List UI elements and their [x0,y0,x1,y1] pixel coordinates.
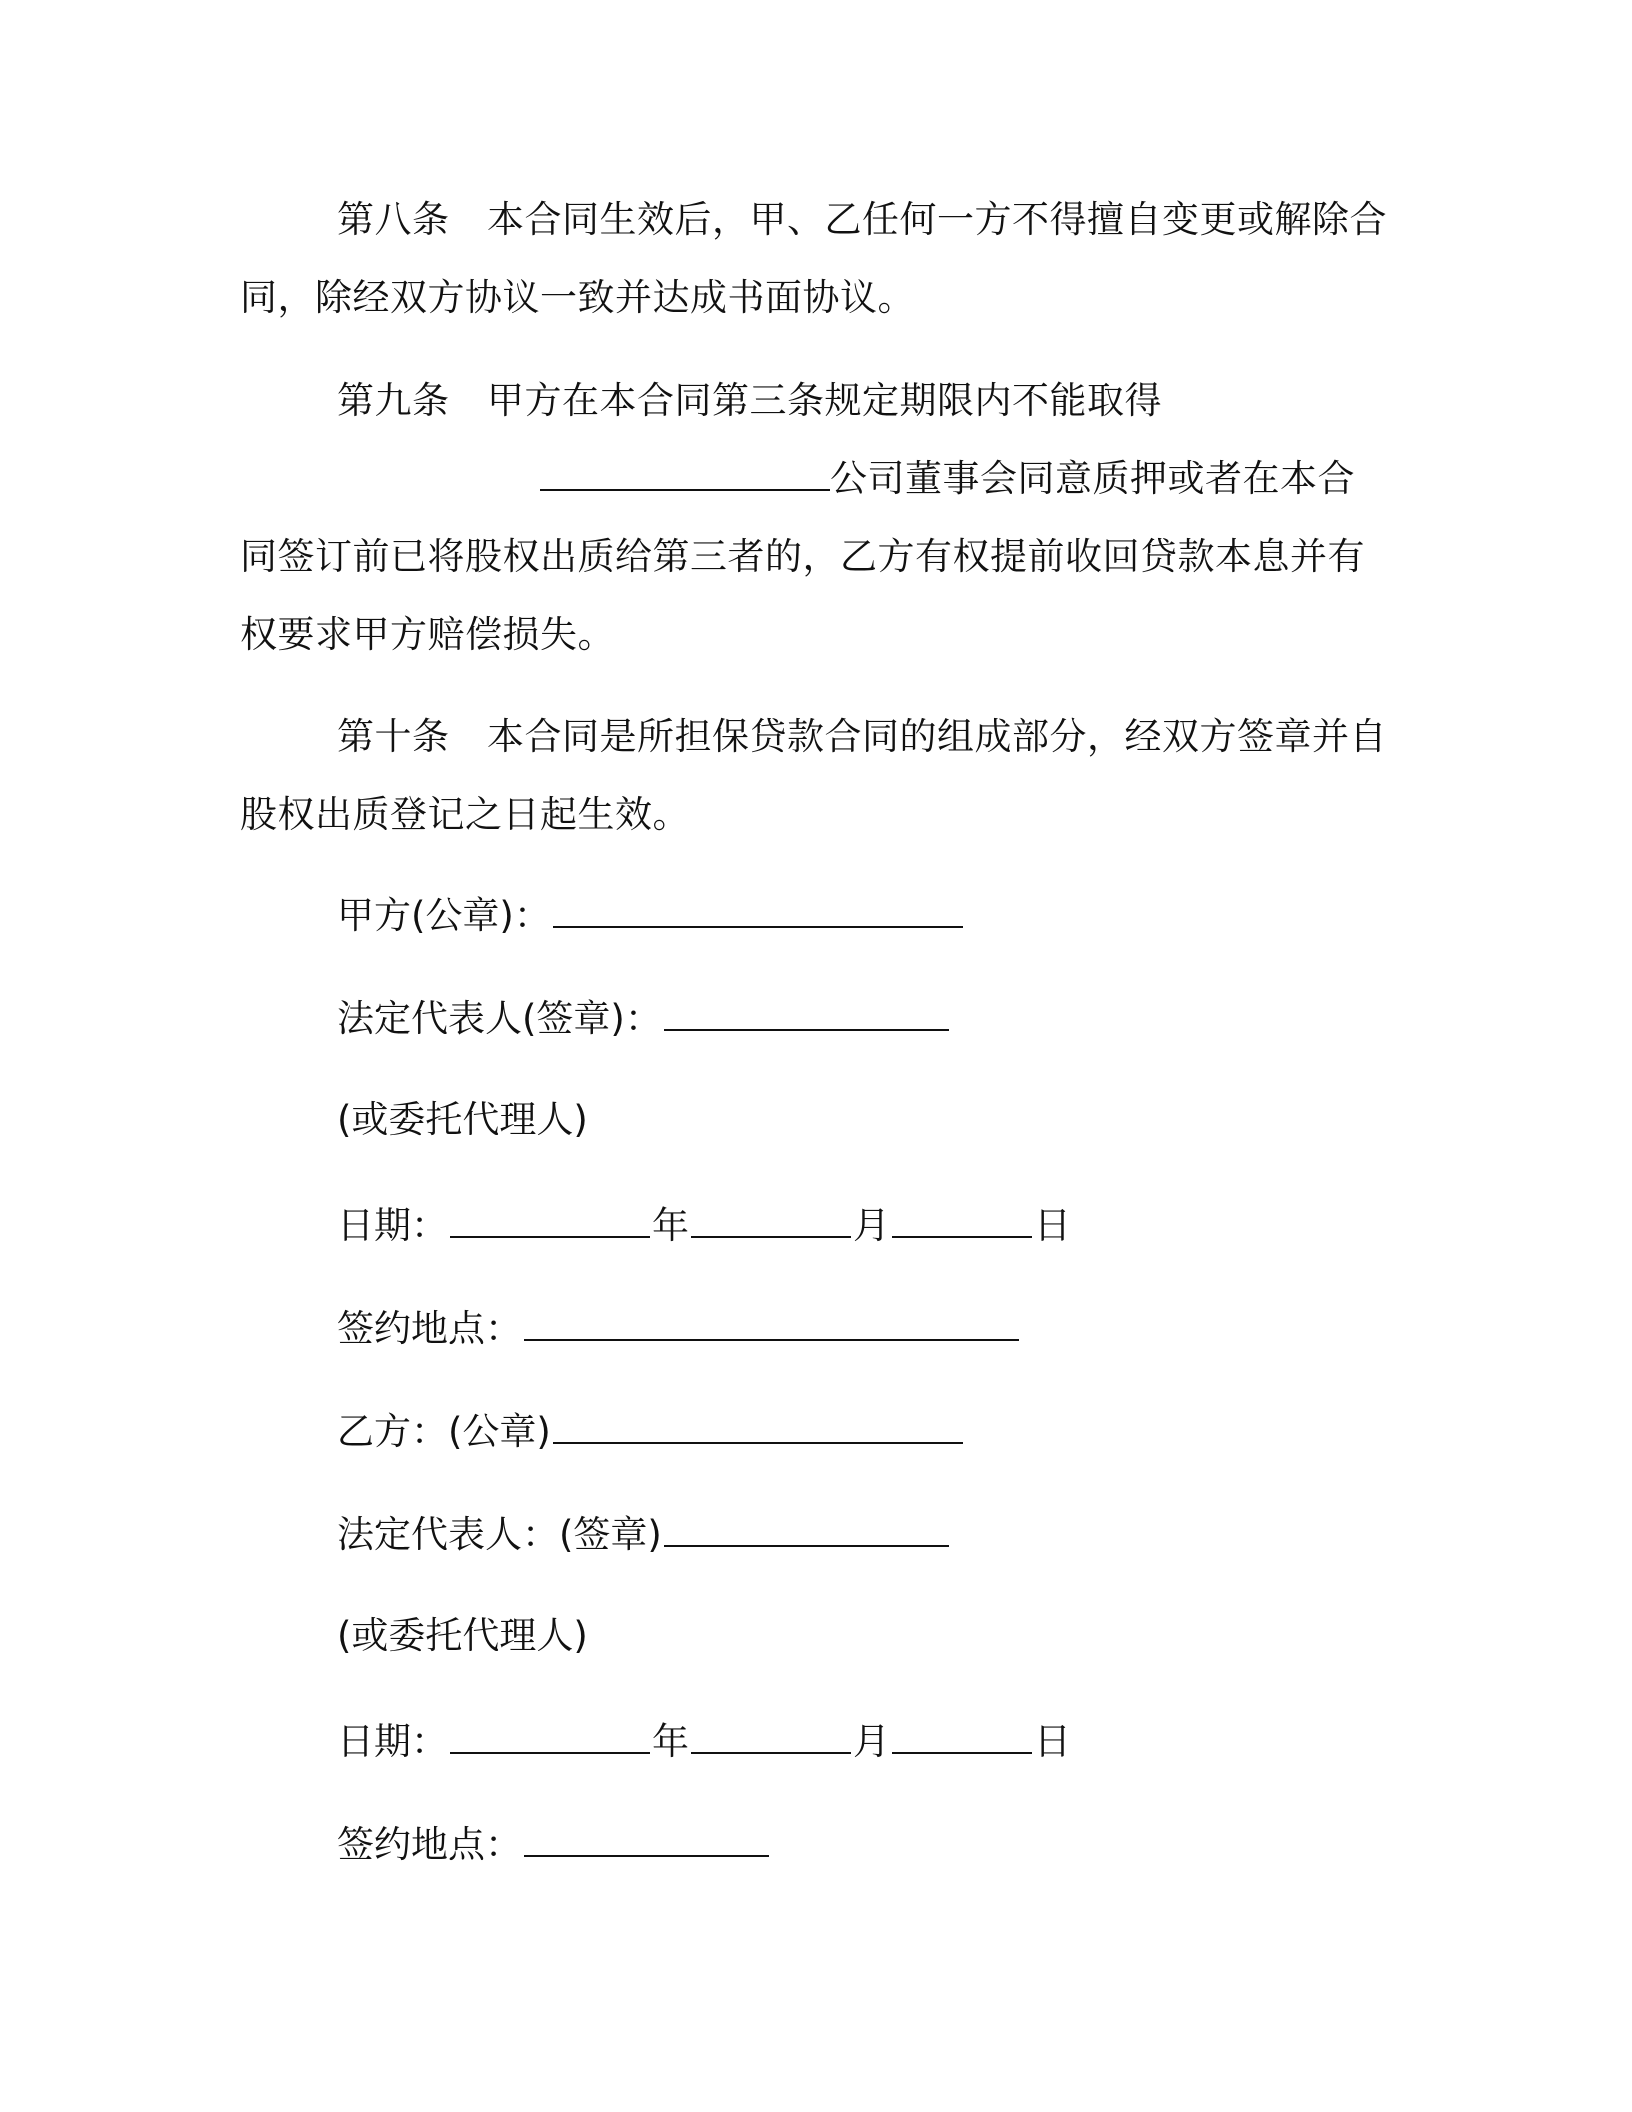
article-8-number: 第八条 [337,198,450,241]
article-9-number: 第九条 [337,379,450,422]
party-b-month-label: 月 [853,1720,890,1763]
article-9-text-after: 公司董事会同意质押或者在本合同签订前已将股权出质给第三者的，乙方有权提前收回贷款本息并有权要求甲方赔偿损失。 [240,457,1365,656]
party-b-date-line [337,1716,1071,1765]
party-a-place-blank[interactable] [524,1303,1019,1341]
party-a-month-blank[interactable] [691,1200,851,1238]
article-9 [240,362,1390,674]
party-b-place-line [337,1819,771,1868]
party-b-agent-label: (或委托代理人) [337,1614,588,1657]
article-8 [240,181,1390,337]
article-10 [240,698,1390,854]
article-10-number: 第十条 [337,715,450,758]
party-a-agent-line [337,1097,588,1143]
party-a-month-label: 月 [853,1204,890,1247]
party-a-place-label: 签约地点： [337,1307,522,1350]
party-a-day-blank[interactable] [892,1200,1032,1238]
article-9-text-before: 甲方在本合同第三条规定期限内不能取得 [487,379,1162,422]
party-a-agent-label: (或委托代理人) [337,1098,588,1141]
party-b-rep-line [337,1509,951,1558]
article-9-blank[interactable] [540,459,830,491]
party-b-rep-label: 法定代表人：(签章) [337,1513,662,1556]
party-a-rep-line [337,993,951,1042]
party-a-date-line [337,1200,1071,1249]
party-b-seal-label: 乙方：(公章) [337,1410,551,1453]
party-a-date-label: 日期： [337,1204,448,1247]
party-a-day-label: 日 [1034,1204,1071,1247]
article-8-text: 本合同生效后，甲、乙任何一方不得擅自变更或解除合同，除经双方协议一致并达成书面协议。 [240,198,1387,319]
party-a-place-line [337,1303,1021,1352]
party-b-seal-line [337,1406,965,1455]
party-a-rep-blank[interactable] [664,993,949,1031]
party-b-day-label: 日 [1034,1720,1071,1763]
article-10-text: 本合同是所担保贷款合同的组成部分，经双方签章并自股权出质登记之日起生效。 [240,715,1387,836]
party-a-seal-label: 甲方(公章)： [337,894,551,937]
party-a-year-label: 年 [652,1204,689,1247]
party-b-place-blank[interactable] [524,1819,769,1857]
party-a-rep-label: 法定代表人(签章)： [337,997,662,1040]
party-b-year-label: 年 [652,1720,689,1763]
party-b-date-label: 日期： [337,1720,448,1763]
party-b-place-label: 签约地点： [337,1823,522,1866]
party-a-seal-blank[interactable] [553,890,963,928]
party-a-seal-line [337,890,965,939]
party-b-rep-blank[interactable] [664,1509,949,1547]
party-b-agent-line [337,1613,588,1659]
party-b-day-blank[interactable] [892,1716,1032,1754]
party-b-year-blank[interactable] [450,1716,650,1754]
party-b-seal-blank[interactable] [553,1406,963,1444]
party-a-year-blank[interactable] [450,1200,650,1238]
party-b-month-blank[interactable] [691,1716,851,1754]
